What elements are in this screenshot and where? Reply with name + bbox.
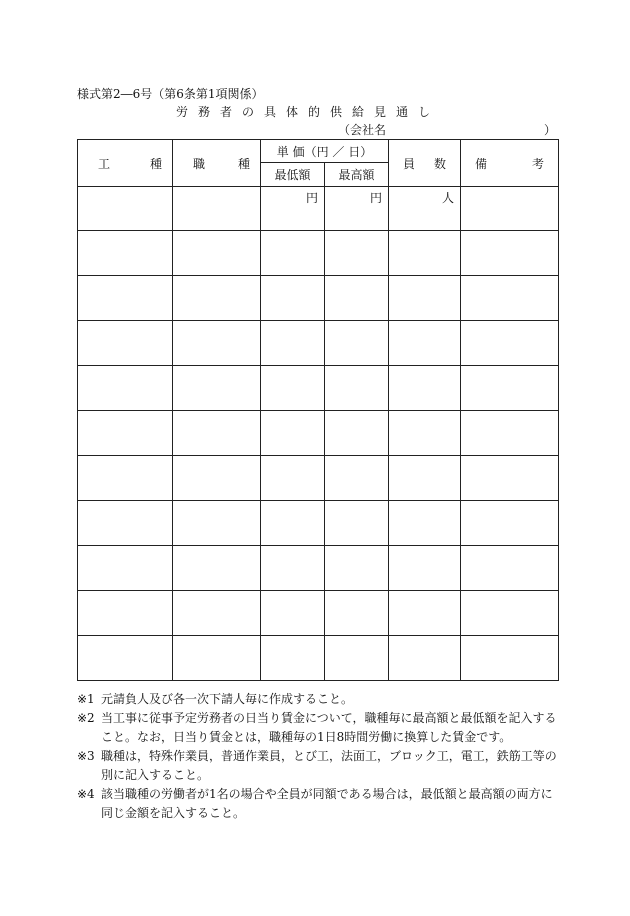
header-koshu: 工 種 <box>78 140 173 187</box>
cell-shokushu <box>173 187 261 231</box>
cell-shokushu <box>173 231 261 276</box>
cell-max <box>325 456 389 501</box>
cell-min <box>261 546 325 591</box>
company-close-paren: ） <box>544 123 557 137</box>
header-shokushu: 職 種 <box>173 140 261 187</box>
cell-koshu <box>78 456 173 501</box>
cell-max <box>325 366 389 411</box>
cell-max <box>325 321 389 366</box>
table-row <box>78 187 559 231</box>
cell-biko <box>461 231 559 276</box>
note-2: ※2 当工事に従事予定労務者の日当り賃金について，職種毎に最高額と最低額を記入すること。なお，日当り賃金とは，職種毎の1日8時間労働に換算した賃金です。 <box>77 711 557 744</box>
table-row <box>78 276 559 321</box>
cell-min: 円 <box>261 187 325 231</box>
cell-min <box>261 366 325 411</box>
cell-koshu <box>78 321 173 366</box>
cell-biko <box>461 321 559 366</box>
cell-shokushu <box>173 276 261 321</box>
cell-biko <box>461 546 559 591</box>
cell-biko <box>461 366 559 411</box>
table-row <box>78 411 559 456</box>
cell-koshu <box>78 276 173 321</box>
cell-max <box>325 591 389 636</box>
cell-koshu <box>78 231 173 276</box>
cell-min <box>261 231 325 276</box>
cell-koshu <box>78 366 173 411</box>
form-title: 労務者の具体的供給見通し <box>176 105 441 119</box>
cell-biko <box>461 411 559 456</box>
cell-max <box>325 636 389 681</box>
cell-max <box>325 411 389 456</box>
table-row <box>78 501 559 546</box>
table-row <box>78 591 559 636</box>
cell-biko <box>461 636 559 681</box>
cell-max: 円 <box>325 187 389 231</box>
cell-koshu <box>78 636 173 681</box>
company-name-line <box>338 121 557 138</box>
cell-ninzu <box>389 276 461 321</box>
cell-min <box>261 411 325 456</box>
header-biko: 備 考 <box>461 140 559 187</box>
cell-shokushu <box>173 321 261 366</box>
table-row <box>78 636 559 681</box>
table-row <box>78 456 559 501</box>
header-ninzu: 員 数 <box>389 140 461 187</box>
cell-max <box>325 231 389 276</box>
cell-shokushu <box>173 591 261 636</box>
table-row <box>78 366 559 411</box>
header-row-1 <box>78 140 559 163</box>
cell-min <box>261 456 325 501</box>
cell-ninzu <box>389 636 461 681</box>
note-1: ※1 元請負人及び各一次下請人毎に作成すること。 <box>77 692 354 706</box>
table-body <box>78 187 559 681</box>
cell-max <box>325 501 389 546</box>
cell-ninzu <box>389 231 461 276</box>
cell-koshu <box>78 591 173 636</box>
table-row <box>78 546 559 591</box>
cell-min <box>261 591 325 636</box>
cell-max <box>325 546 389 591</box>
cell-ninzu <box>389 456 461 501</box>
cell-shokushu <box>173 366 261 411</box>
header-unit-price: 単 価（円 ／ 日） <box>261 140 389 163</box>
cell-ninzu: 人 <box>389 187 461 231</box>
cell-koshu <box>78 546 173 591</box>
cell-ninzu <box>389 411 461 456</box>
supply-outlook-table <box>77 139 559 681</box>
cell-biko <box>461 501 559 546</box>
cell-koshu <box>78 501 173 546</box>
cell-biko <box>461 187 559 231</box>
cell-koshu <box>78 187 173 231</box>
cell-ninzu <box>389 591 461 636</box>
cell-ninzu <box>389 501 461 546</box>
cell-min <box>261 636 325 681</box>
header-max: 最高額 <box>325 163 389 187</box>
cell-min <box>261 321 325 366</box>
cell-koshu <box>78 411 173 456</box>
cell-min <box>261 501 325 546</box>
cell-max <box>325 276 389 321</box>
cell-shokushu <box>173 456 261 501</box>
company-label: （会社名 <box>338 123 387 137</box>
cell-shokushu <box>173 546 261 591</box>
cell-biko <box>461 591 559 636</box>
table-row <box>78 321 559 366</box>
notes <box>77 690 557 823</box>
cell-ninzu <box>389 546 461 591</box>
cell-ninzu <box>389 321 461 366</box>
cell-biko <box>461 276 559 321</box>
cell-shokushu <box>173 411 261 456</box>
form-number: 様式第2―6号（第6条第1項関係） <box>77 87 264 101</box>
cell-shokushu <box>173 636 261 681</box>
cell-biko <box>461 456 559 501</box>
table-row <box>78 231 559 276</box>
header-min: 最低額 <box>261 163 325 187</box>
cell-ninzu <box>389 366 461 411</box>
note-4: ※4 該当職種の労働者が1名の場合や全員が同額である場合は，最低額と最高額の両方に同じ金額を記入すること。 <box>77 787 553 820</box>
cell-shokushu <box>173 501 261 546</box>
note-3: ※3 職種は，特殊作業員，普通作業員，とび工，法面工，ブロック工，電工，鉄筋工等の別に記入すること。 <box>77 749 557 782</box>
cell-min <box>261 276 325 321</box>
